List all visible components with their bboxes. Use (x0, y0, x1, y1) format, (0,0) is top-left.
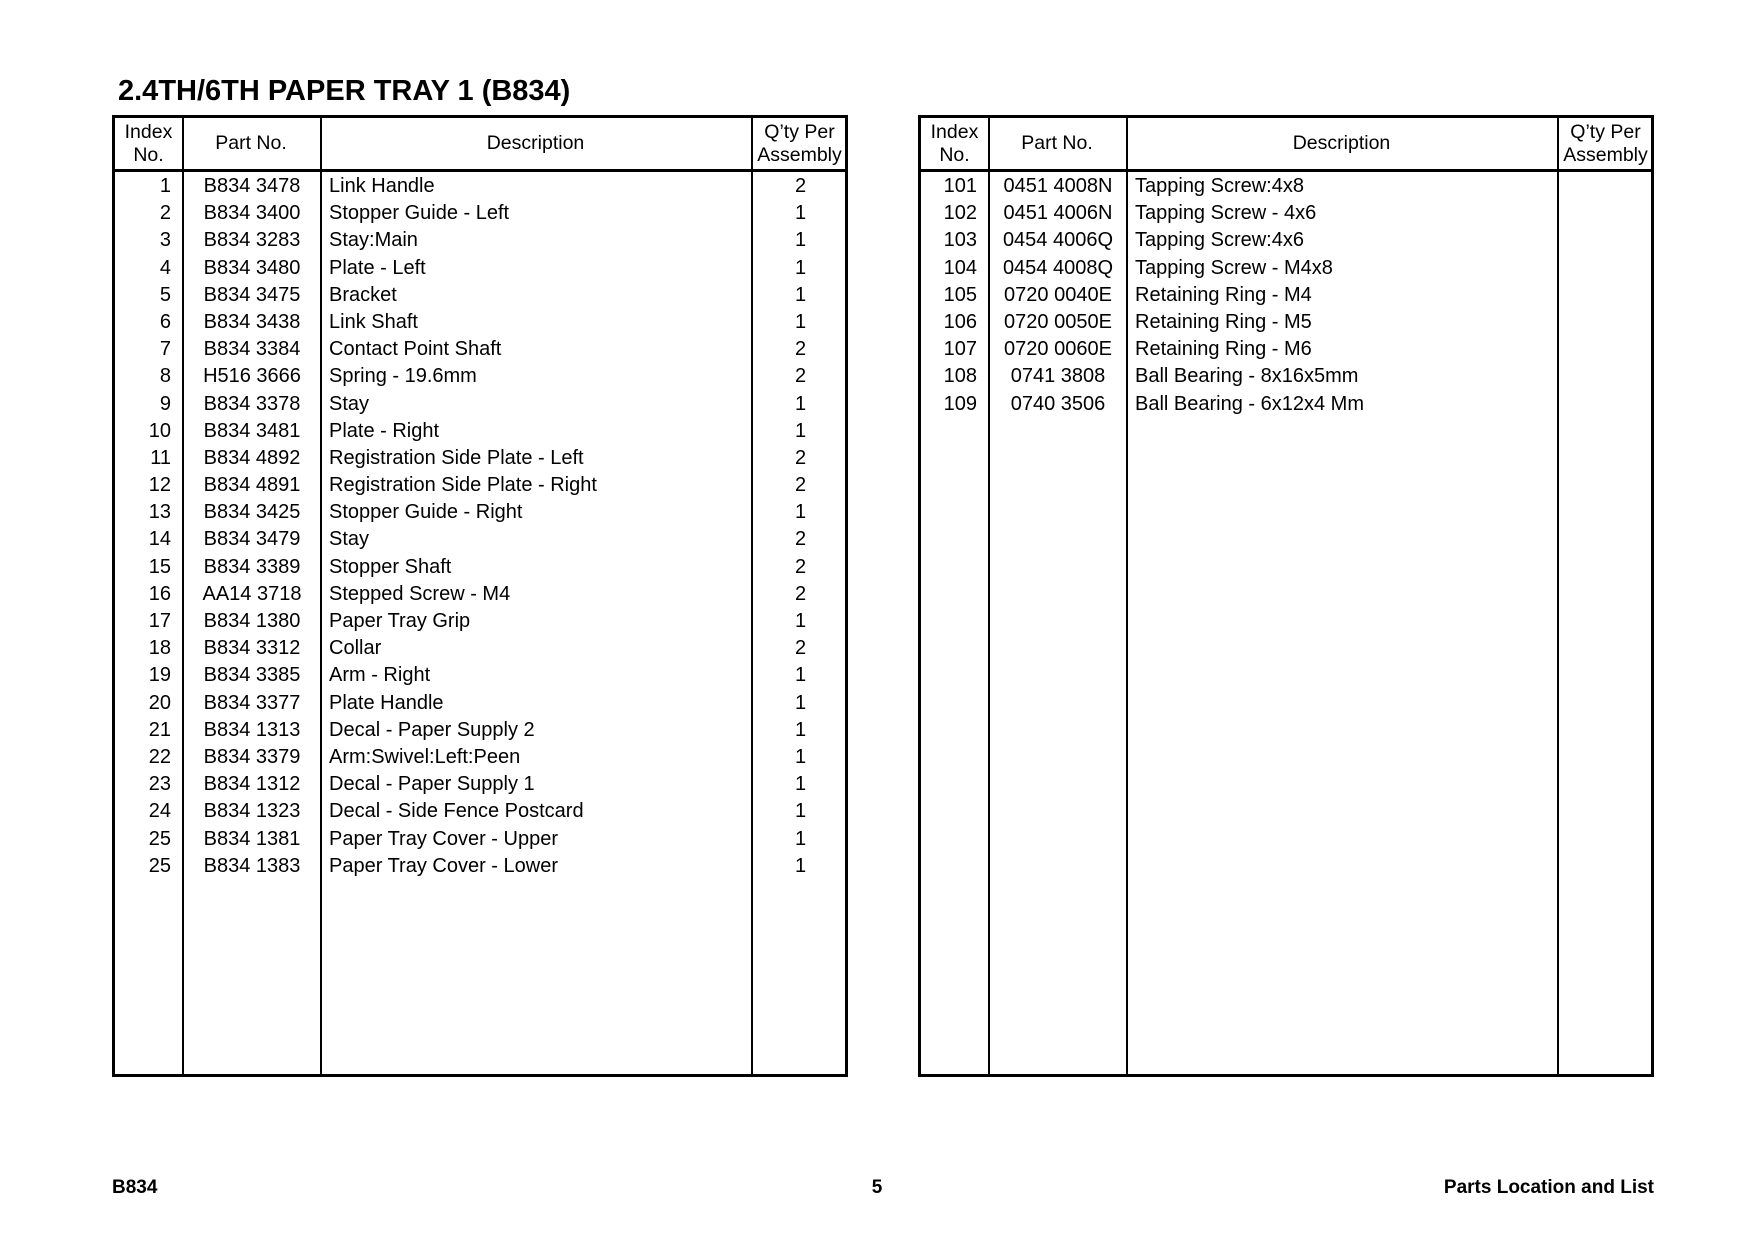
cell-index: 22 (148, 745, 171, 768)
cell-index: 20 (148, 691, 171, 714)
cell-index: 8 (159, 365, 171, 388)
header-separator (921, 169, 1651, 172)
cell-description: Decal - Paper Supply 2 (329, 718, 535, 741)
cell-description: Retaining Ring - M5 (1135, 310, 1312, 333)
cell-index: 3 (159, 229, 171, 252)
cell-qty (1559, 255, 1654, 282)
table-row (921, 282, 1651, 309)
cell-description: Registration Side Plate - Right (329, 474, 597, 497)
table-row (115, 255, 845, 282)
cell-qty: 1 (794, 202, 807, 225)
cell-qty: 1 (794, 610, 807, 632)
cell-part-no: 0720 0050E (1004, 310, 1112, 333)
cell-index: 16 (148, 582, 171, 605)
cell-index: 1 (159, 175, 171, 197)
cell-qty: 1 (794, 664, 807, 687)
cell-qty (1559, 363, 1654, 390)
cell-index: 25 (148, 827, 171, 850)
cell-qty: 1 (794, 827, 807, 850)
cell-index: 5 (159, 283, 171, 306)
cell-part-no: B834 1381 (203, 827, 301, 850)
table-row (115, 336, 845, 363)
cell-index: 7 (159, 338, 171, 361)
cell-index: 10 (148, 419, 171, 442)
cell-description: Tapping Screw - 4x6 (1135, 202, 1317, 225)
cell-index: 19 (148, 664, 171, 687)
cell-part-no: B834 3389 (203, 555, 301, 578)
cell-qty: 2 (794, 555, 807, 578)
cell-description: Stopper Guide - Left (329, 202, 510, 225)
cell-index: 2 (159, 202, 171, 225)
header-index: Index No. (124, 120, 173, 166)
cell-description: Stay (329, 528, 370, 551)
cell-part-no: B834 4891 (203, 474, 301, 497)
cell-part-no: 0720 0060E (1004, 338, 1112, 361)
cell-index: 21 (148, 718, 171, 741)
cell-index: 103 (943, 229, 977, 252)
cell-qty (1559, 173, 1654, 200)
table-row (115, 227, 845, 254)
cell-qty: 2 (794, 446, 807, 469)
table-row (921, 336, 1651, 363)
table-row (115, 499, 845, 526)
cell-qty: 1 (794, 854, 807, 877)
table-row (921, 309, 1651, 336)
cell-part-no: B834 3481 (203, 419, 301, 442)
table-row (115, 608, 845, 635)
cell-index: 106 (943, 310, 977, 333)
cell-description: Arm - Right (329, 664, 431, 687)
cell-part-no: B834 3478 (203, 175, 301, 197)
table-row (115, 771, 845, 798)
cell-qty: 1 (794, 800, 807, 823)
cell-part-no: B834 3385 (203, 664, 301, 687)
cell-index: 108 (943, 365, 977, 388)
cell-index: 11 (150, 446, 171, 469)
cell-index: 25 (148, 854, 171, 877)
cell-qty (1559, 336, 1654, 363)
cell-part-no: B834 3283 (203, 229, 301, 252)
cell-part-no: AA14 3718 (202, 582, 302, 605)
table-row (115, 472, 845, 499)
cell-index: 17 (148, 610, 171, 632)
table-row (115, 363, 845, 390)
table-row (115, 717, 845, 744)
cell-index: 9 (159, 392, 171, 415)
table-row (921, 173, 1651, 200)
cell-part-no: B834 1323 (203, 800, 301, 823)
cell-description: Tapping Screw:4x6 (1135, 229, 1304, 252)
table-row (921, 255, 1651, 282)
table-row (921, 391, 1651, 418)
cell-index: 105 (943, 283, 977, 306)
cell-part-no: 0720 0040E (1004, 283, 1112, 306)
cell-index: 18 (148, 637, 171, 660)
table-row (115, 826, 845, 853)
cell-description: Decal - Paper Supply 1 (329, 773, 535, 796)
cell-index: 6 (159, 310, 171, 333)
cell-part-no: 0451 4008N (1003, 175, 1113, 197)
cell-description: Paper Tray Cover - Upper (329, 827, 558, 850)
cell-part-no: B834 1383 (203, 854, 301, 877)
table-row (115, 418, 845, 445)
cell-description: Ball Bearing - 6x12x4 Mm (1135, 392, 1364, 415)
cell-qty: 1 (794, 691, 807, 714)
cell-qty (1559, 282, 1654, 309)
cell-qty: 2 (794, 582, 807, 605)
cell-part-no: B834 3379 (203, 745, 301, 768)
cell-qty: 2 (794, 175, 807, 197)
cell-index: 13 (148, 501, 171, 524)
cell-description: Link Handle (329, 175, 435, 197)
cell-qty: 1 (794, 773, 807, 796)
cell-description: Contact Point Shaft (329, 338, 502, 361)
cell-part-no: H516 3666 (203, 365, 301, 388)
cell-description: Link Shaft (329, 310, 418, 333)
header-qty: Q’ty Per Assembly (1563, 120, 1648, 166)
footer-section-title: Parts Location and List (1443, 1177, 1654, 1198)
cell-description: Stopper Guide - Right (329, 501, 523, 524)
table-row (115, 662, 845, 689)
table-row (115, 282, 845, 309)
cell-part-no: B834 3312 (203, 637, 301, 660)
cell-qty: 1 (794, 718, 807, 741)
cell-part-no: B834 1312 (203, 773, 301, 796)
table-row (115, 853, 845, 880)
table-row (115, 200, 845, 227)
parts-table-left (112, 115, 848, 1077)
cell-part-no: B834 3480 (203, 256, 301, 279)
cell-description: Arm:Swivel:Left:Peen (329, 745, 521, 768)
cell-description: Ball Bearing - 8x16x5mm (1135, 365, 1359, 388)
cell-qty (1559, 309, 1654, 336)
header-part-no: Part No. (215, 132, 287, 154)
cell-part-no: B834 3377 (203, 691, 301, 714)
cell-qty: 2 (794, 637, 807, 660)
cell-part-no: B834 1380 (203, 610, 301, 632)
table-row (115, 391, 845, 418)
cell-index: 101 (943, 175, 977, 197)
cell-description: Plate - Left (329, 256, 426, 279)
table-row (115, 173, 845, 200)
table-row (115, 690, 845, 717)
cell-qty (1559, 200, 1654, 227)
cell-qty: 2 (794, 528, 807, 551)
cell-qty: 1 (794, 310, 807, 333)
table-row (115, 554, 845, 581)
cell-description: Stay (329, 392, 370, 415)
footer-page-number: 5 (871, 1177, 883, 1198)
cell-description: Bracket (329, 283, 397, 306)
table-row (921, 363, 1651, 390)
table-row (115, 635, 845, 662)
cell-description: Stopper Shaft (329, 555, 452, 578)
cell-index: 15 (148, 555, 171, 578)
cell-description: Plate - Right (329, 419, 440, 442)
table-body (115, 173, 845, 880)
cell-description: Stay:Main (329, 229, 418, 252)
cell-description: Tapping Screw - M4x8 (1135, 256, 1333, 279)
cell-qty: 2 (794, 338, 807, 361)
cell-description: Spring - 19.6mm (329, 365, 477, 388)
cell-part-no: B834 1313 (203, 718, 301, 741)
parts-table-right (918, 115, 1654, 1077)
cell-qty: 1 (794, 745, 807, 768)
table-row (115, 581, 845, 608)
cell-qty: 1 (794, 256, 807, 279)
cell-description: Retaining Ring - M4 (1135, 283, 1312, 306)
header-description: Description (1292, 132, 1391, 154)
cell-index: 12 (148, 474, 171, 497)
cell-index: 24 (148, 800, 171, 823)
header-part-no: Part No. (1021, 132, 1093, 154)
cell-description: Tapping Screw:4x8 (1135, 175, 1304, 197)
cell-description: Registration Side Plate - Left (329, 446, 584, 469)
cell-part-no: 0451 4006N (1003, 202, 1113, 225)
cell-description: Decal - Side Fence Postcard (329, 800, 584, 823)
header-index: Index No. (930, 120, 979, 166)
cell-index: 109 (943, 392, 977, 415)
cell-description: Paper Tray Cover - Lower (329, 854, 558, 877)
table-row (921, 200, 1651, 227)
cell-part-no: B834 3425 (203, 501, 301, 524)
cell-description: Retaining Ring - M6 (1135, 338, 1312, 361)
table-row (921, 227, 1651, 254)
cell-part-no: 0454 4008Q (1002, 256, 1114, 279)
cell-qty: 2 (794, 474, 807, 497)
cell-index: 102 (943, 202, 977, 225)
page-title: 2.4TH/6TH PAPER TRAY 1 (B834) (118, 75, 571, 107)
cell-part-no: B834 3479 (203, 528, 301, 551)
cell-qty: 1 (794, 419, 807, 442)
cell-index: 104 (943, 256, 977, 279)
cell-index: 23 (148, 773, 171, 796)
header-qty: Q’ty Per Assembly (757, 120, 842, 166)
cell-qty (1559, 391, 1654, 418)
cell-qty: 1 (794, 283, 807, 306)
cell-qty (1559, 227, 1654, 254)
cell-description: Plate Handle (329, 691, 444, 714)
cell-description: Stepped Screw - M4 (329, 582, 511, 605)
cell-part-no: 0741 3808 (1010, 365, 1106, 388)
table-row (115, 445, 845, 472)
cell-part-no: 0454 4006Q (1002, 229, 1114, 252)
cell-qty: 2 (794, 365, 807, 388)
cell-part-no: B834 3378 (203, 392, 301, 415)
cell-description: Paper Tray Grip (329, 610, 471, 632)
cell-part-no: B834 3438 (203, 310, 301, 333)
cell-part-no: B834 3400 (203, 202, 301, 225)
cell-part-no: B834 3384 (203, 338, 301, 361)
table-body (921, 173, 1651, 418)
header-description: Description (486, 132, 585, 154)
cell-index: 4 (159, 256, 171, 279)
cell-index: 14 (148, 528, 171, 551)
cell-qty: 1 (794, 501, 807, 524)
cell-part-no: B834 4892 (203, 446, 301, 469)
table-row (115, 309, 845, 336)
header-separator (115, 169, 845, 172)
cell-description: Collar (329, 637, 382, 660)
footer-model: B834 (112, 1177, 158, 1198)
table-row (115, 798, 845, 825)
cell-qty: 1 (794, 229, 807, 252)
table-row (115, 526, 845, 553)
cell-index: 107 (943, 338, 977, 361)
cell-part-no: 0740 3506 (1010, 392, 1106, 415)
cell-qty: 1 (794, 392, 807, 415)
table-row (115, 744, 845, 771)
cell-part-no: B834 3475 (203, 283, 301, 306)
